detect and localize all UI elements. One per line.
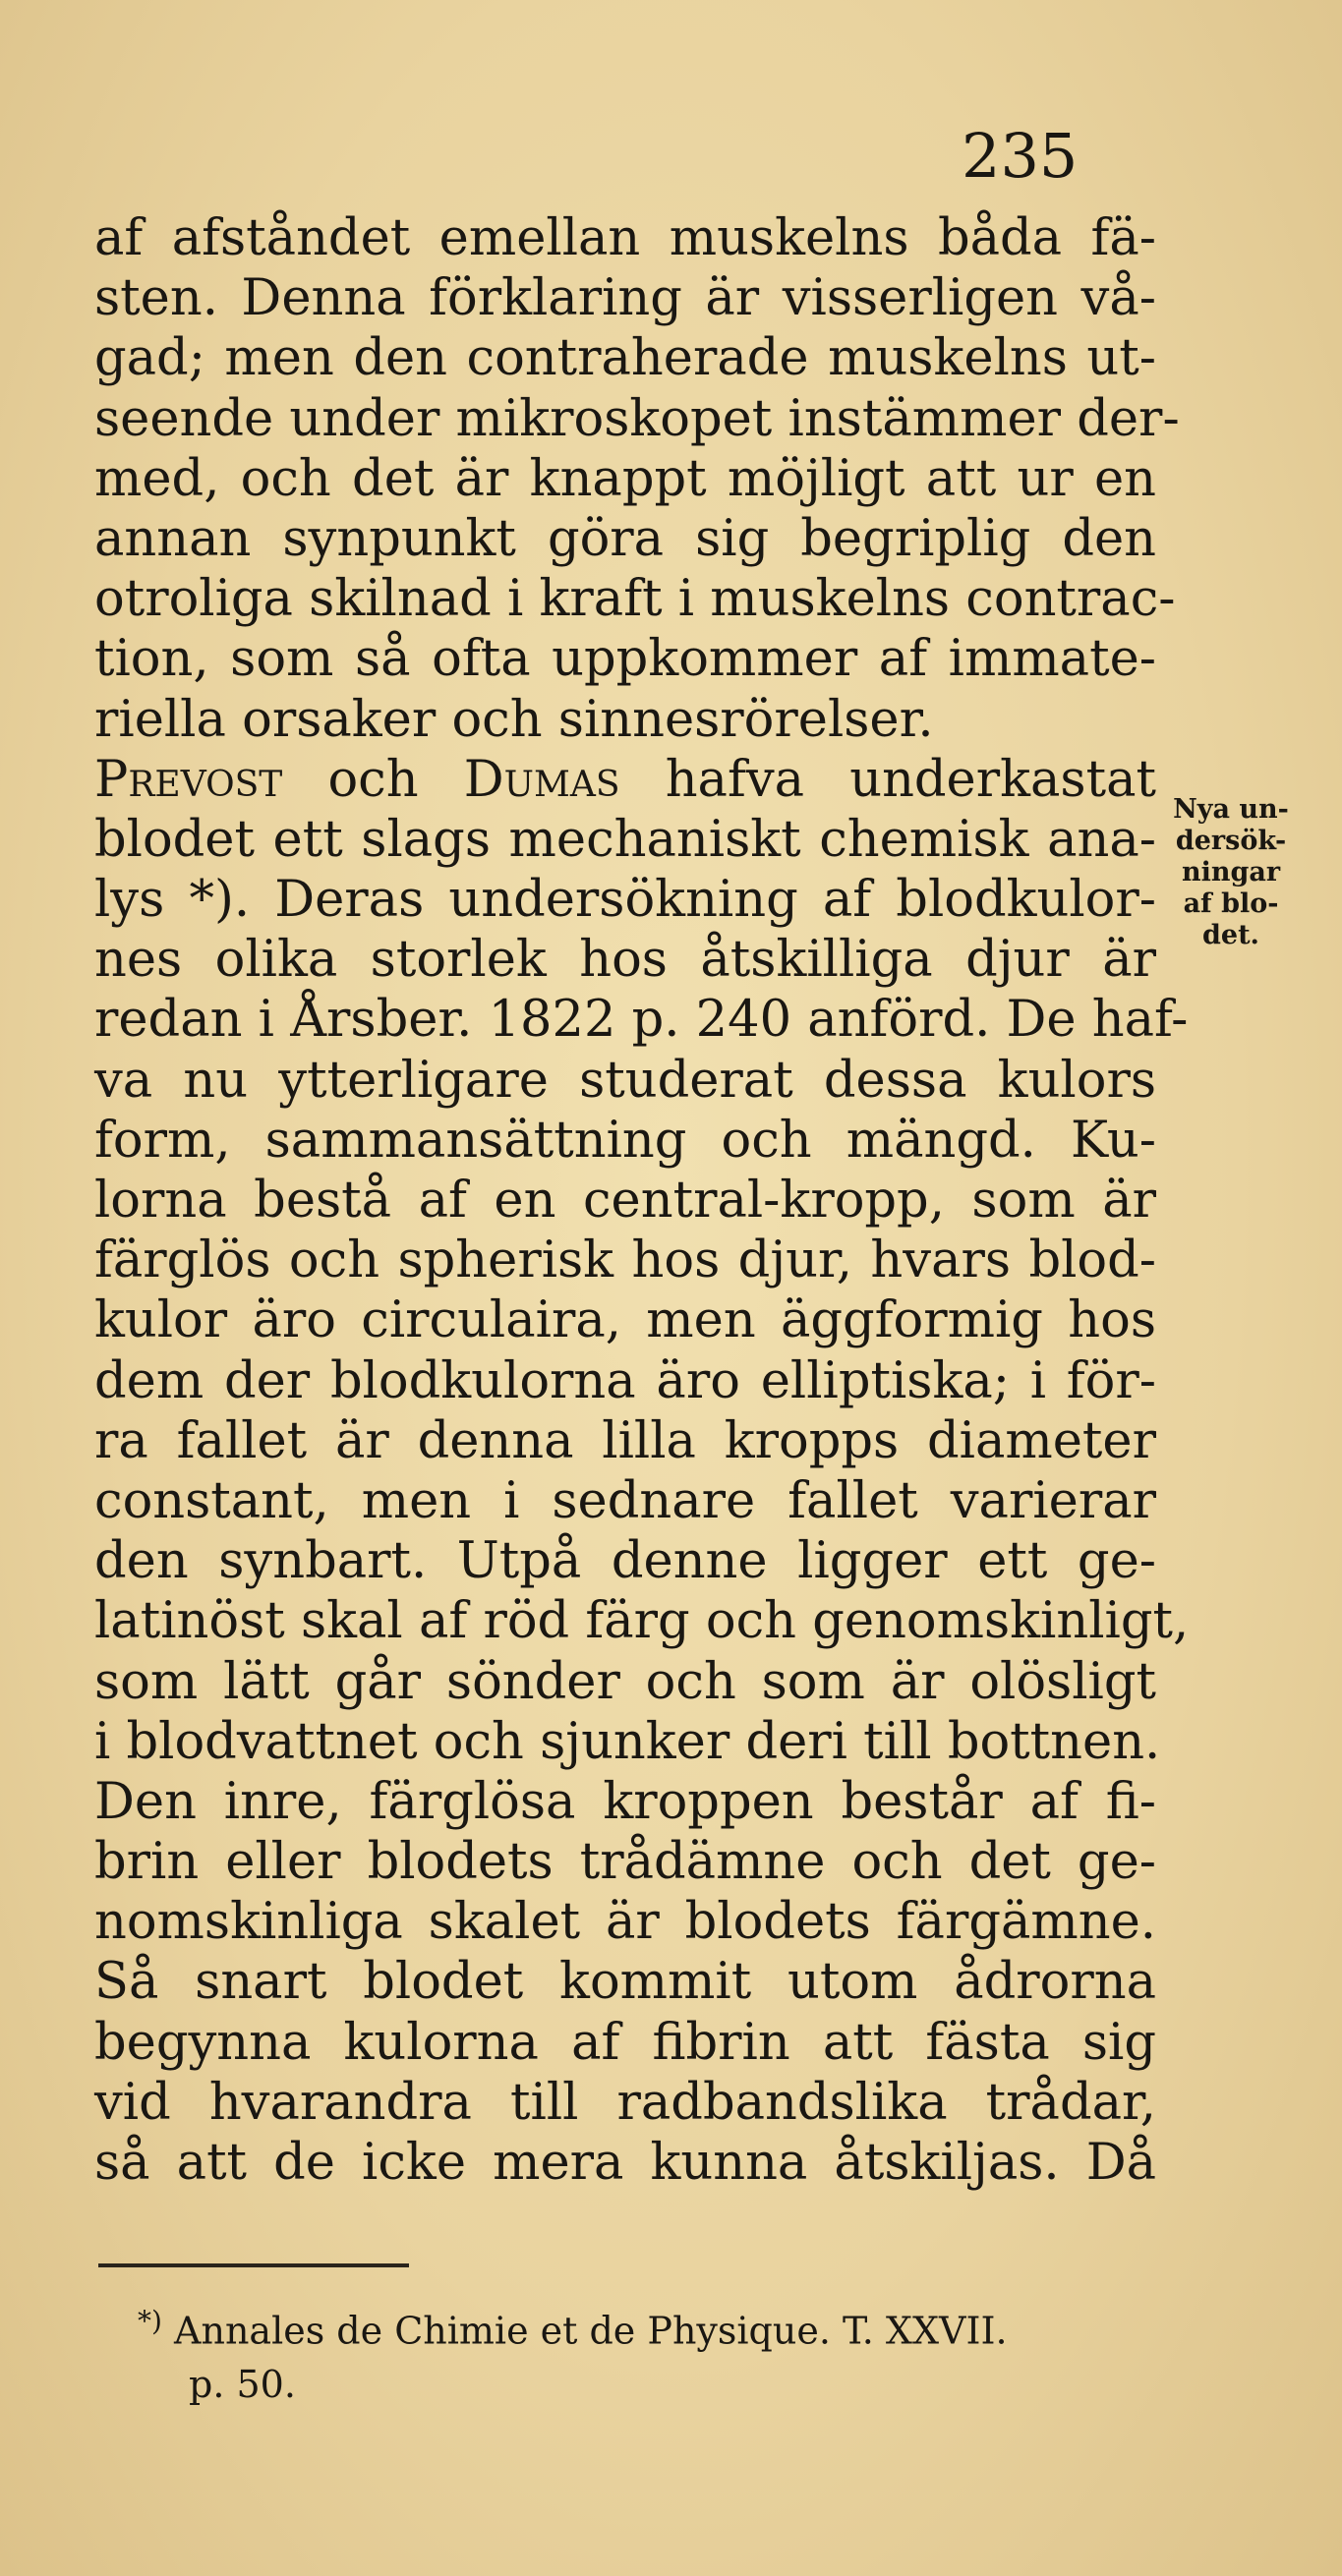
body-text <box>94 208 1190 2193</box>
margin-note <box>1146 794 1315 951</box>
text-line-24: latinöst skal af röd färg och genomskinligt, <box>94 1592 1190 1651</box>
text-line-30: Så snart blodet kommit utom ådrorna <box>94 1953 1156 2012</box>
text-line-14: redan i Årsber. 1822 p. 240 anförd. De haf- <box>94 991 1189 1050</box>
text-line-15: va nu ytterligare studerat dessa kulors <box>94 1051 1156 1110</box>
text-line-6: annan synpunkt göra sig begriplig den <box>94 509 1156 568</box>
text-line-19: kulor äro circulaira, men äggformig hos <box>94 1291 1156 1350</box>
text-line-21: ra fallet är denna lilla kropps diameter <box>94 1411 1156 1470</box>
text-line-11: blodet ett slags mechaniskt chemisk ana- <box>94 810 1156 869</box>
footnote-rule <box>98 2263 409 2267</box>
margin-note-line: Nya un- <box>1173 794 1289 825</box>
text-line-4: seende under mikroskopet instämmer der- <box>94 389 1180 448</box>
text-line-20: dem der blodkulorna äro elliptiska; i för- <box>94 1351 1156 1410</box>
text-line-9: riella orsaker och sinnesrörelser. <box>94 690 934 749</box>
text-line-18: färglös och spherisk hos djur, hvars blod- <box>94 1231 1156 1290</box>
footnote <box>138 2295 1140 2411</box>
margin-note-line: dersök- <box>1175 826 1287 856</box>
page-number: 235 <box>962 120 1079 192</box>
text-line-10 <box>94 750 1156 810</box>
text-fragment: och <box>282 750 464 809</box>
text-line-26: i blodvattnet och sjunker deri till bottnen. <box>94 1712 1161 1771</box>
text-line-22: constant, men i sednare fallet varierar <box>94 1471 1156 1530</box>
author-name-dumas: Dumas <box>463 750 620 809</box>
text-fragment: hafva underkastat <box>619 750 1156 809</box>
text-line-16: form, sammansättning och mängd. Ku- <box>94 1111 1156 1170</box>
text-line-33: så att de icke mera kunna åtskiljas. Då <box>94 2134 1156 2192</box>
text-line-28: brin eller blodets trådämne och det ge- <box>94 1833 1156 1892</box>
text-line-23: den synbart. Utpå denne ligger ett ge- <box>94 1532 1156 1591</box>
footnote-line-2: p. 50. <box>189 2362 296 2406</box>
text-line-7: otroliga skilnad i kraft i muskelns contrac- <box>94 570 1176 629</box>
margin-note-line: det. <box>1202 920 1259 950</box>
text-line-8: tion, som så ofta uppkommer af immate- <box>94 630 1156 689</box>
text-line-13: nes olika storlek hos åtskilliga djur är <box>94 931 1156 990</box>
text-line-2: sten. Denna förklaring är visserligen vå- <box>94 269 1156 328</box>
footnote-citation: Annales de Chimie et de Physique. T. XXVII. <box>174 2309 1008 2353</box>
text-line-5: med, och det är knappt möjligt att ur en <box>94 449 1156 508</box>
text-line-17: lorna bestå af en central-kropp, som är <box>94 1172 1156 1230</box>
text-line-3: gad; men den contraherade muskelns ut- <box>94 329 1156 388</box>
footnote-marker: *) <box>138 2305 162 2337</box>
text-line-25: som lätt går sönder och som är olösligt <box>94 1652 1156 1711</box>
margin-note-line: af blo- <box>1183 888 1279 919</box>
text-line-32: vid hvarandra till radbandslika trådar, <box>94 2073 1156 2132</box>
text-line-12: lys *). Deras undersökning af blodkulor- <box>94 871 1156 930</box>
author-name-prevost: Prevost <box>94 750 283 809</box>
text-line-29: nomskinliga skalet är blodets färgämne. <box>94 1893 1156 1952</box>
footnote-line-1 <box>138 2295 1140 2358</box>
text-line-1: af afståndet emellan muskelns båda fä- <box>94 209 1156 267</box>
margin-note-line: ningar <box>1181 857 1281 887</box>
text-line-27: Den inre, färglösa kroppen består af fi- <box>94 1772 1156 1831</box>
text-line-31: begynna kulorna af fibrin att fästa sig <box>94 2013 1156 2072</box>
